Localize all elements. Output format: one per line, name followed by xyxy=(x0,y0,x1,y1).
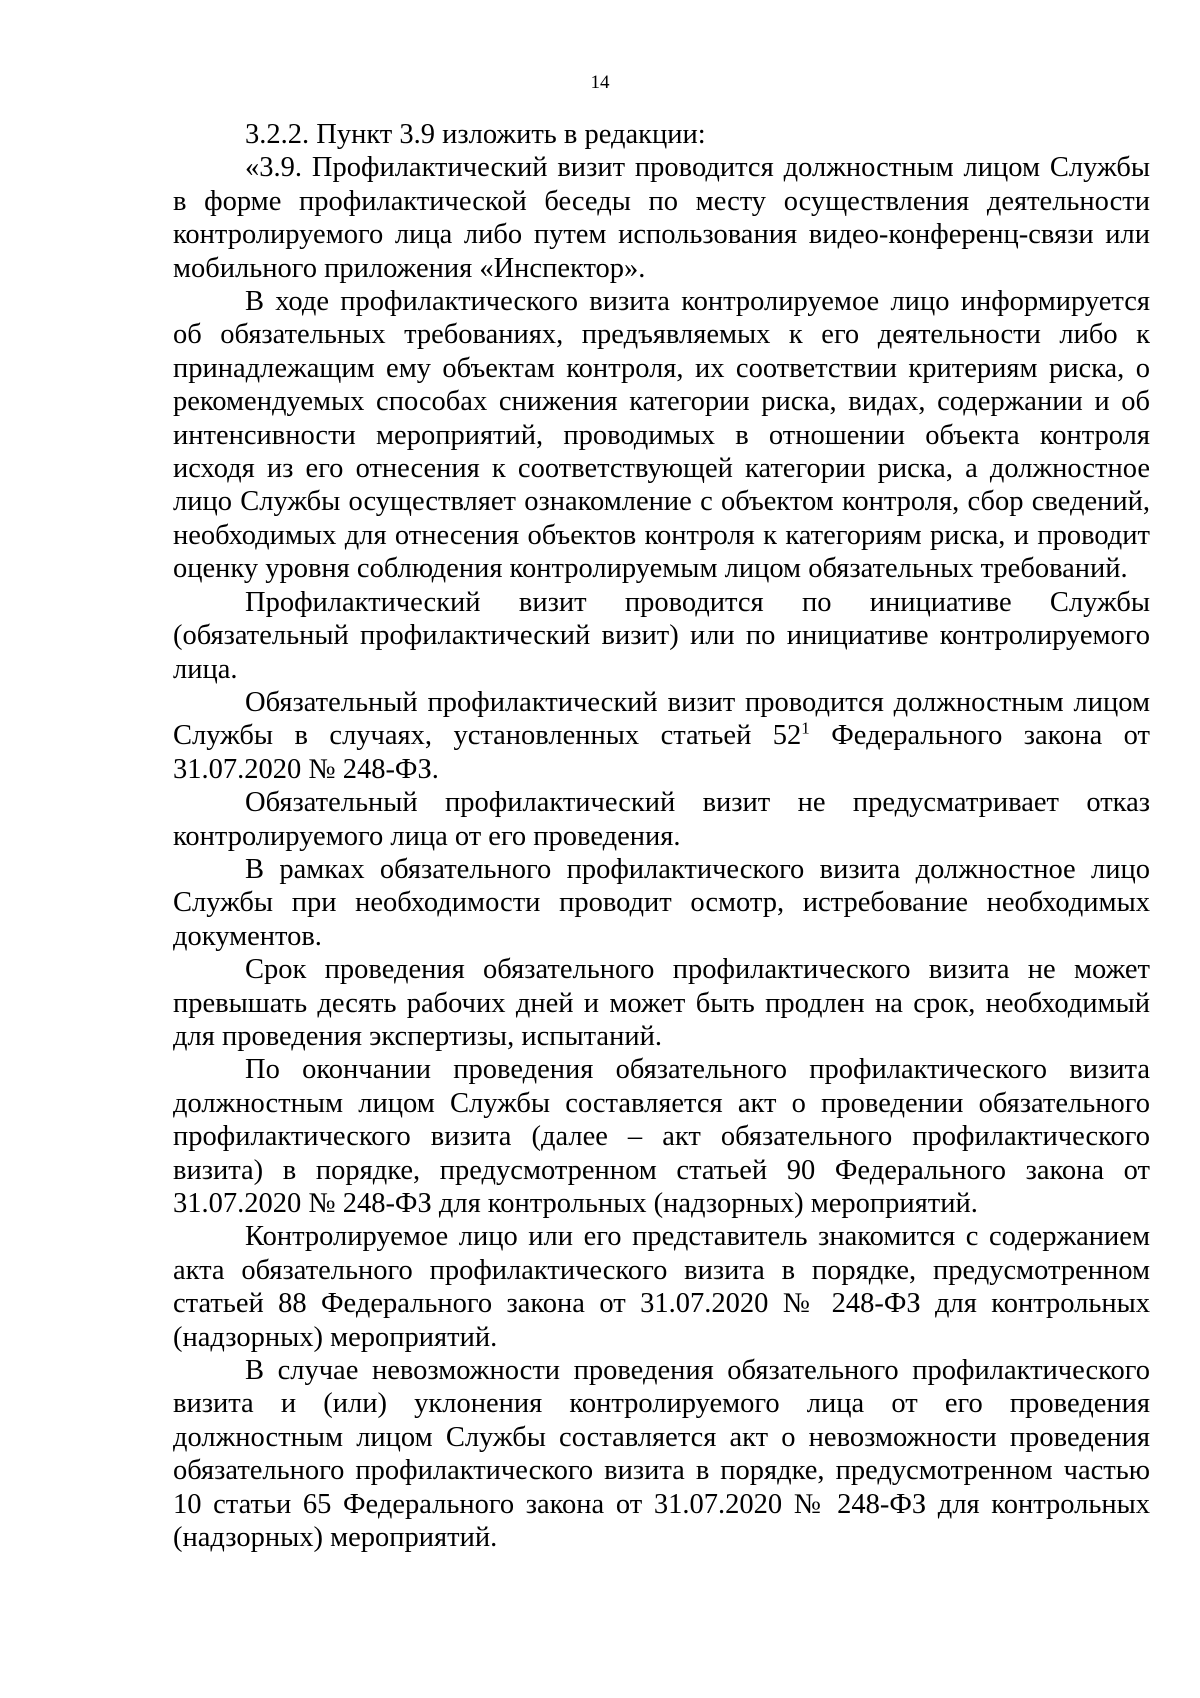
paragraph-visit-information: В ходе профилактического визита контролируемое лицо информируется об обязательных требованиях, предъявляемых к его деятельности либо к принадлежащим ему объектам контроля, их соответствии критериям риска, о рекомендуемых способах снижения категории риска, видах, содержании и об интенсивности мероприятий, проводимых в отношении объекта контроля исходя из его отнесения к соответствующей категории риска, а должностное лицо Службы осуществляет ознакомление с объектом контроля, сбор сведений, необходимых для отнесения объектов контроля к категориям риска, и проводит оценку уровня соблюдения контролируемым лицом обязательных требований. xyxy=(173,286,1150,585)
paragraph-inspection-documents: В рамках обязательного профилактического визита должностное лицо Службы при необходимости проводит осмотр, истребование необходимых документов. xyxy=(173,853,1150,952)
paragraph-act-familiarization: Контролируемое лицо или его представитель знакомится с содержанием акта обязательного профилактического визита в порядке, предусмотренном статьей 88 Федерального закона от 31.07.2020 № 248-ФЗ для контрольных (надзорных) мероприятий. xyxy=(173,1221,1150,1353)
paragraph-amendment-heading: 3.2.2. Пункт 3.9 изложить в редакции: xyxy=(245,119,706,150)
paragraph-visit-duration: Срок проведения обязательного профилактического визита не может превышать десять рабочих дней и может быть продлен на срок, необходимый для проведения экспертизы, испытаний. xyxy=(173,954,1150,1052)
page-number: 14 xyxy=(590,72,610,93)
paragraph-mandatory-visit-cases xyxy=(173,686,1150,786)
document-body xyxy=(173,118,1150,1554)
paragraph-text-part: Обязательный профилактический визит проводится должностным лицом Службы в случаях, установленных статьей 52 xyxy=(173,686,1150,752)
article-superscript: 1 xyxy=(801,718,810,738)
paragraph-impossibility-act: В случае невозможности проведения обязательного профилактического визита и (или) уклонения контролируемого лица от его проведения должностным лицом Службы составляется акт о невозможности проведения обязательного профилактического визита в порядке, предусмотренном частью 10 статьи 65 Федерального закона от 31.07.2020 № 248-ФЗ для контрольных (надзорных) мероприятий. xyxy=(173,1355,1150,1554)
paragraph-item-3-9: «3.9. Профилактический визит проводится должностным лицом Службы в форме профилактической беседы по месту осуществления деятельности контролируемого лица либо путем использования видео-конференц-связи или мобильного приложения «Инспектор». xyxy=(173,152,1150,284)
paragraph-visit-initiative: Профилактический визит проводится по инициативе Службы (обязательный профилактический визит) или по инициативе контролируемого лица. xyxy=(173,586,1150,685)
paragraph-visit-act: По окончании проведения обязательного профилактического визита должностным лицом Службы составляется акт о проведении обязательного профилактического визита (далее – акт обязательного профилактического визита) в порядке, предусмотренном статьей 90 Федерального закона от 31.07.2020 № 248-ФЗ для контрольных (надзорных) мероприятий. xyxy=(173,1054,1150,1219)
paragraph-text-part: Федерального закона от 31.07.2020 № 248-ФЗ. xyxy=(173,720,1150,785)
paragraph-no-refusal: Обязательный профилактический визит не предусматривает отказ контролируемого лица от его проведения. xyxy=(173,787,1150,852)
